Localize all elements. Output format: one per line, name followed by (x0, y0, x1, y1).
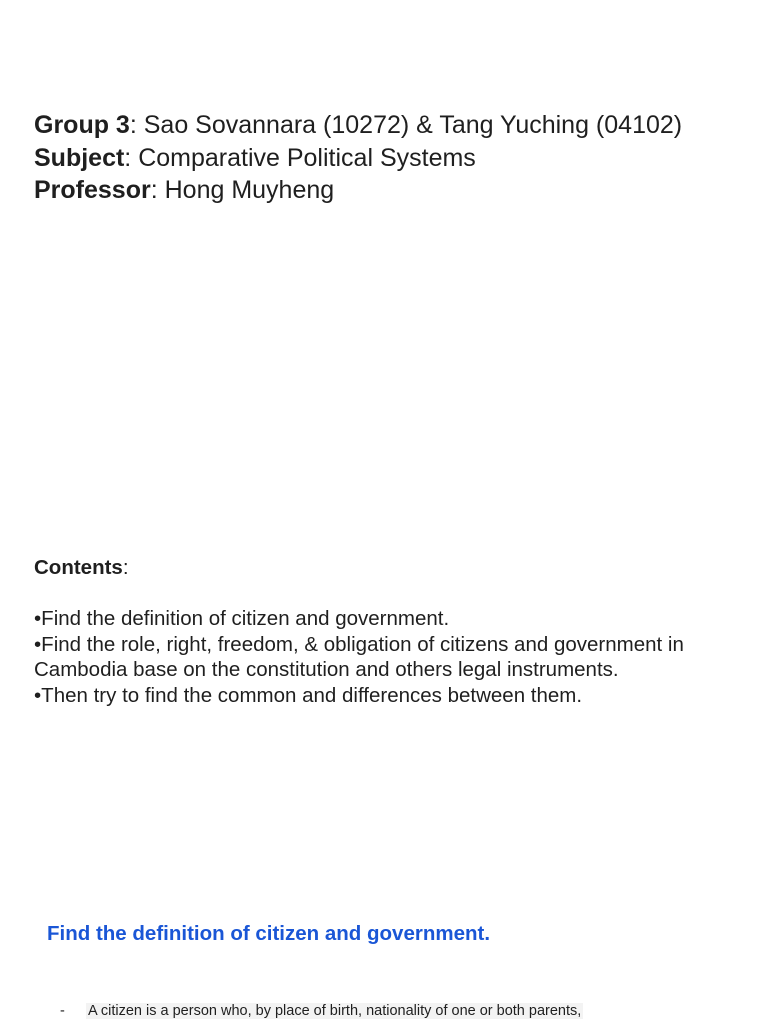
contents-heading (34, 555, 744, 581)
contents-item: •Find the definition of citizen and government. (34, 607, 450, 630)
professor-label: Professor (34, 176, 151, 204)
contents-item: •Find the role, right, freedom, & obligation of citizens and government in Cambodia base on the constitution and others legal instruments. (34, 632, 684, 681)
list-dash-marker: - (60, 1003, 65, 1019)
group-members: : Sao Sovannara (10272) & Tang Yuching (04102) (129, 111, 683, 139)
definition-list-item (60, 1000, 583, 1022)
group-label: Group 3 (34, 111, 130, 139)
contents-item: •Then try to find the common and differences between them. (34, 683, 583, 707)
document-header (34, 109, 682, 207)
definition-text: A citizen is a person who, by place of birth, nationality of one or both parents, (88, 1003, 582, 1019)
contents-heading-label: Contents (34, 556, 123, 579)
professor-line (34, 174, 682, 207)
professor-value: : Hong Muyheng (150, 176, 335, 204)
contents-heading-colon: : (122, 556, 129, 579)
contents-section (34, 555, 744, 708)
subject-label: Subject (34, 143, 125, 172)
subject-line (34, 142, 682, 175)
group-line (34, 109, 682, 142)
section-heading: Find the definition of citizen and government. (47, 922, 491, 945)
subject-value: : Comparative Political Systems (124, 143, 476, 172)
